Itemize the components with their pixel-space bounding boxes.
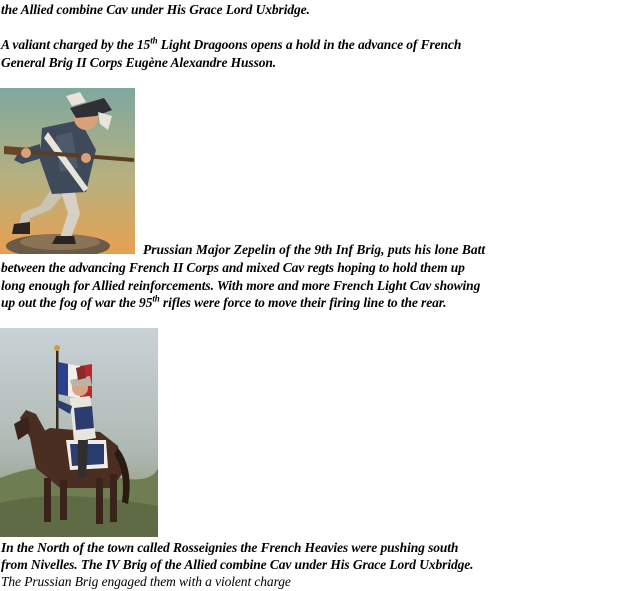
- text-segment: rifles were force to move their firing line to the rear.: [159, 295, 447, 310]
- superscript: th: [150, 35, 158, 46]
- paragraph-2-line-1: [1, 37, 461, 53]
- rifleman-figurine-image: [0, 88, 135, 254]
- text-segment: Light Dragoons opens a hold in the advance of French: [157, 37, 462, 52]
- paragraph-3-line-2: between the advancing French II Corps and mixed Cav regts hoping to hold them up: [1, 260, 465, 275]
- paragraph-2-line-2: General Brig II Corps Eugène Alexandre Husson.: [1, 55, 277, 70]
- paragraph-1-line: the Allied combine Cav under His Grace Lord Uxbridge.: [1, 2, 310, 17]
- cavalry-standard-bearer-image: [0, 328, 158, 537]
- paragraph-4-line-1: In the North of the town called Rosseignies the French Heavies were pushing south: [1, 540, 459, 555]
- text-segment: A valiant charged by the 15: [1, 37, 151, 52]
- superscript: th: [152, 293, 160, 304]
- text-segment: up out the fog of war the 95: [1, 295, 153, 310]
- paragraph-3-line-1: Prussian Major Zepelin of the 9th Inf Brig, puts his lone Batt: [143, 242, 486, 257]
- paragraph-3-line-3: long enough for Allied reinforcements. With more and more French Light Cav showing: [1, 278, 481, 293]
- paragraph-4-line-2: from Nivelles. The IV Brig of the Allied combine Cav under His Grace Lord Uxbridge.: [1, 557, 474, 572]
- paragraph-4-line-3: The Prussian Brig engaged them with a violent charge: [1, 574, 291, 589]
- paragraph-3-line-4: [1, 295, 446, 311]
